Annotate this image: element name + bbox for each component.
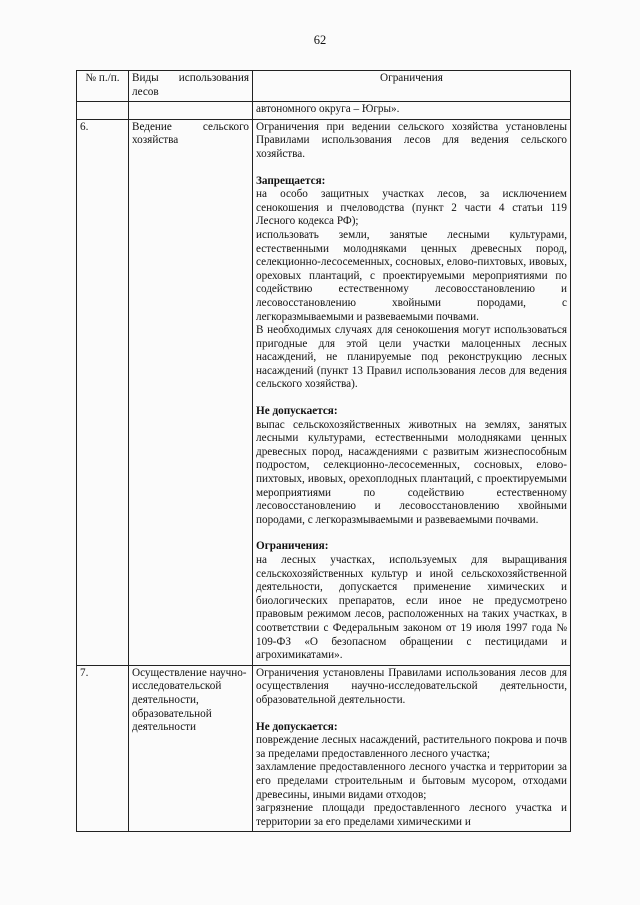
table-row	[77, 665, 571, 832]
row-number: 7.	[77, 665, 129, 832]
not-allowed-heading: Не допускается:	[256, 720, 338, 733]
prohibited-item: на особо защитных участках лесов, за исключением сенокошения и пчеловодства (пункт 2 части 4 статьи 119 Лесного кодекса РФ);	[256, 188, 567, 228]
prohibited-item: В необходимых случаях для сенокошения могут использоваться пригодные для этой цели участки малоценных лесных насаждений, не планируемые под реконструкцию лесных насаждений (пункт 13 Правил использования лесов для ведения сельского хозяйства).	[256, 324, 567, 391]
restrictions-cell	[253, 119, 571, 665]
not-allowed-item: повреждение лесных насаждений, растительного покрова и почв за пределами предоставленного лесного участка;	[256, 734, 567, 760]
restrictions-heading: Ограничения:	[256, 540, 329, 553]
header-usage-type: Виды использования лесов	[129, 71, 253, 102]
restrictions-cell	[253, 665, 571, 832]
restrictions-paragraph: на лесных участках, используемых для выращивания сельскохозяйственных культур и иной сельскохозяйственной деятельности, допускается применение химических и биологических препаратов, если иное не предусмотрено правовым режимом лесов, расположенных на таких участках, в соответствии с Федеральным законом от 19 июля 1997 года № 109-ФЗ «О безопасном обращении с пестицидами и агрохимикатами».	[256, 554, 567, 662]
table-row	[77, 119, 571, 665]
page-number: 62	[313, 33, 327, 47]
not-allowed-heading: Не допускается:	[256, 405, 338, 418]
intro-paragraph: Ограничения при ведении сельского хозяйства установлены Правилами использования лесов для ведения сельского хозяйства.	[256, 120, 567, 160]
continuation-text: автономного округа – Югры».	[253, 102, 571, 120]
row-number: 6.	[77, 119, 129, 665]
not-allowed-item: загрязнение площади предоставленного лесного участка и территории за его пределами химическими и	[256, 802, 567, 828]
usage-type: Осуществление научно-исследовательской деятельности, образовательной деятельности	[129, 665, 253, 832]
not-allowed-paragraph: выпас сельскохозяйственных животных на землях, занятых лесными культурами, естественными молодняками ценных древесных пород, насаждениями с развитым жизнеспособным подростом, селекционно-лесосеменных, сосновых, елово-пихтовых, ивовых, орехоплодных плантаций, с проектируемыми мероприятиями по содействию естественному лесовосстановлению и лесовосстановлению хвойными породами, с легкоразмываемыми и развеваемыми почвами.	[256, 418, 567, 526]
continuation-row	[77, 102, 571, 120]
header-number: № п./п.	[77, 71, 129, 102]
table-header-row	[77, 71, 571, 102]
not-allowed-item: захламление предоставленного лесного участка и территории за его пределами строительным и бытовым мусором, отходами древесины, иными видами отходов;	[256, 761, 567, 801]
restrictions-table	[76, 70, 571, 832]
prohibited-item: использовать земли, занятые лесными культурами, естественными молодняками ценных древесных пород, селекционно-лесосеменных, сосновых, елово-пихтовых, ивовых, ореховых плантаций, с проектируемыми мероприятиями по содействию естественному лесовосстановлению и лесовосстановлению хвойными породами, с легкоразмываемыми и развеваемыми почвами.	[256, 228, 567, 323]
prohibited-heading: Запрещается:	[256, 174, 326, 187]
usage-type: Ведение сельского хозяйства	[129, 119, 253, 665]
intro-paragraph: Ограничения установлены Правилами использования лесов для осуществления научно-исследовательской деятельности, образовательной деятельности.	[256, 666, 567, 706]
header-restrictions: Ограничения	[253, 71, 571, 102]
